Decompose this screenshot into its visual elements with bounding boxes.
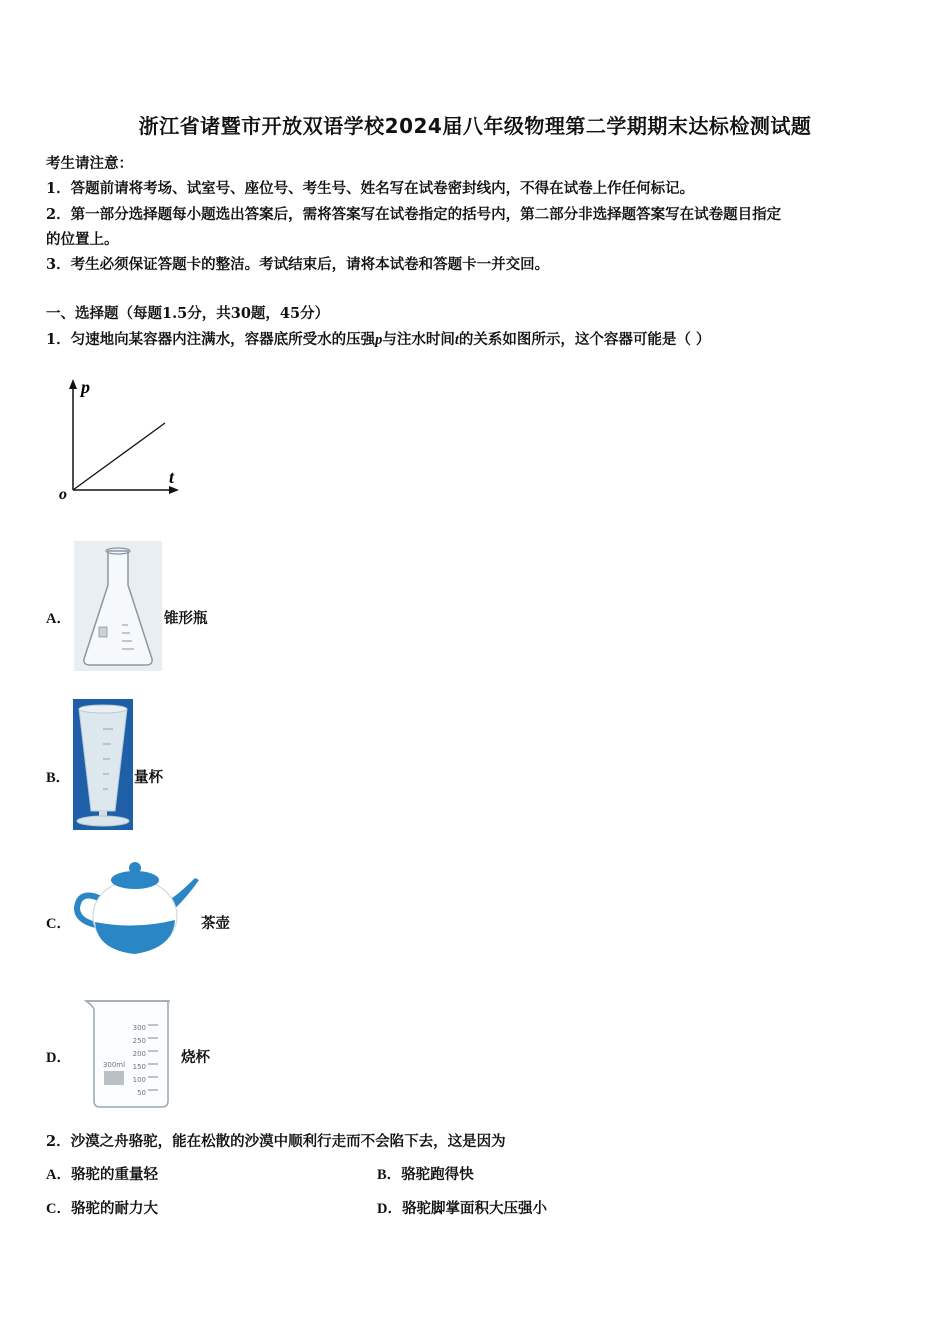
- option-text: 骆驼的重量轻: [70, 1166, 158, 1183]
- beaker-scale-mark: 150: [132, 1063, 146, 1071]
- question-1-stem: [46, 328, 710, 349]
- pressure-time-graph: [55, 375, 185, 505]
- page-title: 浙江省诸暨市开放双语学校2024届八年级物理第二学期期末达标检测试题: [138, 114, 812, 138]
- conical-flask-icon: [74, 541, 162, 671]
- option-a-letter: A．: [46, 611, 71, 627]
- beaker-scale-mark: 100: [132, 1076, 146, 1084]
- option-letter: B．: [377, 1167, 402, 1183]
- notice-item: 1．答题前请将考场、试室号、座位号、考生号、姓名写在试卷密封线内，不得在试卷上作任何标记。: [46, 180, 695, 197]
- option-letter: A．: [46, 1167, 71, 1183]
- question-2-option-c: [46, 1197, 158, 1218]
- option-a-label: 锥形瓶: [164, 610, 208, 627]
- option-letter: C．: [46, 1201, 71, 1217]
- beaker-icon: [82, 997, 172, 1109]
- question-2-option-b: [377, 1163, 474, 1184]
- graph-x-label: t: [169, 467, 175, 487]
- notice-item: 的位置上。: [46, 231, 119, 248]
- beaker-scale-mark: 300: [132, 1024, 146, 1032]
- beaker-volume-label: 300ml: [102, 1061, 126, 1069]
- beaker-scale-mark: 250: [132, 1037, 146, 1045]
- notice-heading: 考生请注意：: [46, 155, 133, 172]
- teapot-icon: [73, 860, 201, 958]
- option-d-letter: D．: [46, 1050, 71, 1066]
- option-c-letter: C．: [46, 916, 71, 932]
- notice-item: 2．第一部分选择题每小题选出答案后，需将答案写在试卷指定的括号内，第二部分非选择题答案写在试卷题目指定: [46, 206, 782, 223]
- option-letter: D．: [377, 1201, 402, 1217]
- option-text: 骆驼的耐力大: [70, 1200, 158, 1217]
- option-text: 骆驼跑得快: [401, 1166, 474, 1183]
- beaker-scale-mark: 200: [132, 1050, 146, 1058]
- beaker-scale-mark: 50: [137, 1089, 146, 1097]
- option-b-letter: B．: [46, 770, 71, 786]
- question-1-text: 的关系如图所示，这个容器可能是（ ）: [458, 331, 711, 348]
- variable-p: p: [375, 332, 383, 348]
- graph-origin-label: o: [59, 486, 67, 503]
- question-2-option-a: [46, 1163, 158, 1184]
- option-d-label: 烧杯: [181, 1049, 210, 1066]
- question-2-stem: 2．沙漠之舟骆驼，能在松散的沙漠中顺利行走而不会陷下去，这是因为: [46, 1133, 506, 1150]
- section-heading: 一、选择题（每题1.5分，共30题，45分）: [46, 305, 330, 322]
- question-1-text: 1．匀速地向某容器内注满水，容器底所受水的压强: [46, 331, 376, 348]
- measuring-cup-icon: [73, 699, 133, 830]
- option-b-label: 量杯: [134, 769, 163, 786]
- notice-item: 3．考生必须保证答题卡的整洁。考试结束后，请将本试卷和答题卡一并交回。: [46, 256, 550, 273]
- option-c-label: 茶壶: [201, 915, 230, 932]
- question-2-option-d: [377, 1197, 547, 1218]
- graph-y-label: p: [81, 377, 90, 397]
- option-text: 骆驼脚掌面积大压强小: [401, 1200, 547, 1217]
- question-1-text: 与注水时间: [382, 331, 455, 348]
- variable-t: t: [454, 332, 459, 348]
